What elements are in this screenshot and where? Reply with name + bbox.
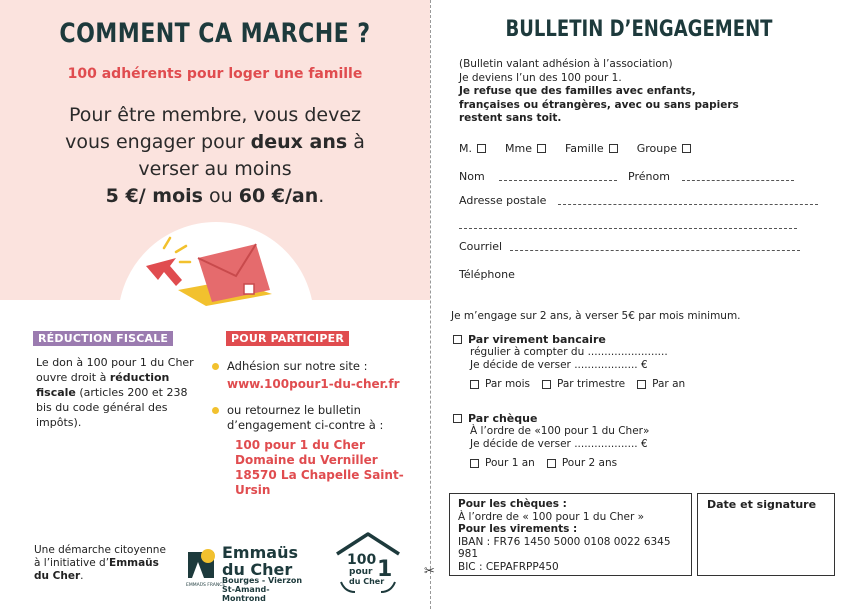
option-label: Pour 1 an <box>485 457 535 469</box>
fiscal-text-part: Le don à 100 pour 1 du Cher ouvre droit à <box>36 356 194 384</box>
scissors-icon: ✂ <box>424 564 435 579</box>
virement-title: Par virement bancaire <box>468 333 606 346</box>
adresse-line-2[interactable] <box>459 228 797 229</box>
cheques-text: À l’ordre de « 100 pour 1 du Cher » <box>458 510 645 523</box>
checkbox[interactable] <box>547 459 556 468</box>
emmaus-place-line: St-Amand-Montrond <box>222 585 270 603</box>
svg-text:pour: pour <box>349 567 373 577</box>
svg-text:100: 100 <box>347 552 377 568</box>
virement-amount[interactable]: Je décide de verser ................... € <box>470 359 648 371</box>
cheque-block <box>453 412 649 470</box>
adresse-line[interactable] <box>558 204 818 205</box>
intro-monthly: 5 €/ mois <box>105 185 203 207</box>
checkbox[interactable] <box>542 380 551 389</box>
emmaus-place-line: Bourges - Vierzon <box>222 576 303 585</box>
emmaus-name-line: du Cher <box>222 560 293 579</box>
civilite-label: M. <box>459 142 472 155</box>
fiscal-text-part: (articles 200 et 238 bis du code général des impôts). <box>36 386 188 429</box>
prenom-label: Prénom <box>628 170 670 183</box>
return-form-label: ou retournez le bulletin d’engagement ci-contre à : <box>227 403 384 432</box>
intro-text: ou <box>202 185 239 207</box>
option-2-ans[interactable] <box>547 457 617 470</box>
intro-duration: deux ans <box>250 131 348 153</box>
bic: BIC : CEPAFRPP450 <box>458 560 559 573</box>
initiative-note <box>34 544 174 583</box>
adresse-field[interactable] <box>459 194 818 207</box>
nom-label: Nom <box>459 170 485 183</box>
participate-tag: POUR PARTICIPER <box>226 331 349 346</box>
option-label: Par mois <box>485 378 530 390</box>
cheque-amount[interactable]: Je décide de verser ................... € <box>470 438 648 450</box>
bulletin-intro-line: Je deviens l’un des 100 pour 1. <box>459 71 622 84</box>
website-link[interactable]: www.100pour1-du-cher.fr <box>227 377 400 391</box>
cut-line <box>430 0 431 609</box>
bullet-dot-icon <box>212 363 219 370</box>
page-subtitle: 100 adhérents pour loger une famille <box>67 66 363 82</box>
cheque-title: Par chèque <box>468 412 538 425</box>
initiative-text: Une démarche citoyenne à l’initiative d’ <box>34 544 166 569</box>
courriel-line[interactable] <box>510 250 800 251</box>
civilite-label: Famille <box>564 142 604 155</box>
adresse-label: Adresse postale <box>459 194 547 207</box>
civilite-option-famille[interactable] <box>565 142 618 155</box>
nom-field[interactable] <box>459 170 617 183</box>
option-label: Par an <box>652 378 686 390</box>
intro-text: Pour être membre, vous devez vous engager pour <box>65 104 361 153</box>
checkbox[interactable] <box>477 144 486 153</box>
courriel-field[interactable] <box>459 240 800 253</box>
fiscal-tag: RÉDUCTION FISCALE <box>33 331 173 346</box>
cursor-arrow-icon <box>146 258 182 286</box>
list-item <box>212 403 422 433</box>
nom-line[interactable] <box>499 180 617 181</box>
checkbox[interactable] <box>537 144 546 153</box>
option-par-mois[interactable] <box>470 378 530 391</box>
bulletin-intro-line: (Bulletin valant adhésion à l’association) <box>459 58 673 70</box>
telephone-field[interactable] <box>459 268 515 281</box>
emmaus-name-line: Emmaüs <box>222 543 298 562</box>
virement-start-date[interactable]: régulier à compter du ........................ <box>470 346 668 358</box>
option-label: Pour 2 ans <box>561 457 618 469</box>
emmaus-logo <box>186 543 311 603</box>
bullet-dot-icon <box>212 407 219 414</box>
membership-intro <box>60 102 370 210</box>
svg-text:du Cher: du Cher <box>349 577 385 586</box>
prenom-field[interactable] <box>628 170 794 183</box>
cheques-heading: Pour les chèques : <box>458 498 567 510</box>
bulletin-title: BULLETIN D’ENGAGEMENT <box>505 17 773 42</box>
address-line: 18570 La Chapelle Saint-Ursin <box>235 468 404 497</box>
100-pour-1-logo <box>333 530 403 596</box>
prenom-line[interactable] <box>682 180 794 181</box>
bulletin-intro-bold: Je refuse que des familles avec enfants, françaises ou étrangères, avec ou sans papiers restent sans toit. <box>459 85 739 124</box>
website-label: Adhésion sur notre site : <box>227 359 368 373</box>
payment-info-box <box>449 493 692 576</box>
option-par-trimestre[interactable] <box>542 378 625 391</box>
signature-label: Date et signature <box>707 498 817 511</box>
emmaus-sun-icon <box>186 544 226 590</box>
checkbox[interactable] <box>682 144 691 153</box>
civilite-label: Groupe <box>636 142 677 155</box>
address-line: Domaine du Verniller <box>235 453 378 467</box>
civilite-option-groupe[interactable] <box>637 142 691 155</box>
option-1-an[interactable] <box>470 457 535 470</box>
list-item <box>212 359 422 392</box>
page-title: COMMENT CA MARCHE ? <box>59 18 371 49</box>
intro-text: à verser au moins <box>138 131 365 180</box>
checkbox[interactable] <box>453 414 462 423</box>
intro-yearly: 60 €/an <box>238 185 319 207</box>
address-line: 100 pour 1 du Cher <box>235 438 365 452</box>
checkbox[interactable] <box>609 144 618 153</box>
fiscal-text <box>36 355 206 430</box>
engagement-text: Je m’engage sur 2 ans, à verser 5€ par mois minimum. <box>451 310 741 322</box>
checkbox[interactable] <box>470 459 479 468</box>
initiative-text: . <box>80 570 84 582</box>
civilite-row <box>459 142 710 155</box>
click-rays-icon <box>164 238 190 262</box>
bulletin-intro <box>459 58 809 126</box>
checkbox[interactable] <box>470 380 479 389</box>
virement-frequency <box>453 378 697 391</box>
svg-text:EMMAÜS FRANCE: EMMAÜS FRANCE <box>186 583 226 588</box>
envelope-click-illustration <box>136 236 286 308</box>
option-par-an[interactable] <box>637 378 685 391</box>
courriel-label: Courriel <box>459 240 503 253</box>
iban: IBAN : FR76 1450 5000 0108 0022 6345 981 <box>458 535 671 560</box>
checkbox[interactable] <box>637 380 646 389</box>
virement-block <box>453 333 697 391</box>
virements-heading: Pour les virements : <box>458 523 578 535</box>
civilite-label: Mme <box>505 142 532 155</box>
civilite-option-mme[interactable] <box>505 142 546 155</box>
postal-address <box>212 438 422 498</box>
virement-option[interactable] <box>453 333 697 346</box>
emmaus-name <box>222 544 298 578</box>
option-label: Par trimestre <box>557 378 626 390</box>
fiscal-text-bold: réduction fiscale <box>36 371 170 399</box>
cheque-option[interactable] <box>453 412 649 425</box>
signature-box[interactable] <box>697 493 835 576</box>
cheque-duration <box>453 457 649 470</box>
intro-text: . <box>318 185 325 207</box>
checkbox[interactable] <box>453 335 462 344</box>
participate-list <box>212 359 422 498</box>
cheque-order: À l’ordre de «100 pour 1 du Cher» <box>470 425 650 437</box>
svg-text:1: 1 <box>377 557 393 582</box>
civilite-option-m[interactable] <box>459 142 486 155</box>
telephone-label: Téléphone <box>459 268 515 281</box>
emmaus-places <box>222 576 311 603</box>
initiative-org: Emmaüs du Cher <box>34 557 159 582</box>
